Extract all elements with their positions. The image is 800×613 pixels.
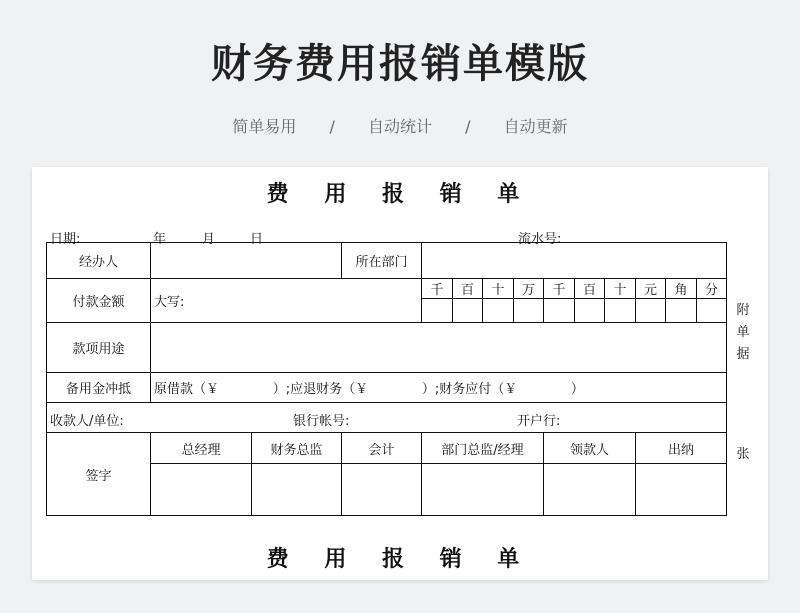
sign-label: 签字	[47, 433, 151, 516]
signature-cfo[interactable]	[252, 464, 342, 516]
department-field[interactable]	[422, 243, 727, 279]
signature-dept-head[interactable]	[422, 464, 544, 516]
offset-label: 备用金冲抵	[47, 373, 151, 403]
amount-words-field[interactable]	[151, 279, 422, 323]
month-label: 月	[202, 232, 216, 247]
amount-label: 付款金额	[47, 279, 151, 323]
signer-cashier-label: 出纳	[636, 433, 727, 464]
digit-cell[interactable]	[575, 299, 605, 323]
signer-dept-head-label: 部门总监/经理	[422, 433, 544, 464]
signature-gm[interactable]	[151, 464, 252, 516]
unit-bai-wan: 百	[453, 279, 483, 299]
signature-accountant[interactable]	[342, 464, 422, 516]
unit-shi: 十	[605, 279, 636, 299]
date-label: 日期:	[50, 232, 81, 247]
tag-separator: /	[329, 117, 335, 136]
handler-field[interactable]	[151, 243, 342, 279]
tag-separator: /	[465, 117, 471, 136]
digit-cell[interactable]	[636, 299, 666, 323]
signer-accountant-label: 会计	[342, 433, 422, 464]
digit-cell[interactable]	[422, 299, 453, 323]
amount-words-label: 大写:	[154, 295, 185, 310]
unit-qian-wan: 千	[422, 279, 453, 299]
year-label: 年	[153, 232, 167, 247]
day-label: 日	[250, 232, 264, 247]
tag-auto-update: 自动更新	[503, 117, 568, 136]
unit-fen: 分	[697, 279, 727, 299]
sheets-label: 张	[736, 447, 750, 462]
department-label: 所在部门	[342, 243, 422, 279]
bank-account-label: 银行帐号:	[293, 414, 350, 429]
tag-easy: 简单易用	[232, 117, 297, 136]
signature-recipient[interactable]	[544, 464, 636, 516]
footer-title: 费 用 报 销 单	[266, 546, 534, 572]
form-title: 费 用 报 销 单	[266, 181, 534, 207]
digit-cell[interactable]	[483, 299, 514, 323]
unit-yuan: 元	[636, 279, 666, 299]
payee-row	[47, 403, 727, 433]
page-title: 财务费用报销单模版	[211, 41, 589, 87]
purpose-field[interactable]	[151, 323, 727, 373]
feature-tags	[0, 114, 800, 137]
reimbursement-table	[46, 242, 727, 516]
unit-jiao: 角	[666, 279, 697, 299]
signer-gm-label: 总经理	[151, 433, 252, 464]
digit-cell[interactable]	[544, 299, 575, 323]
offset-field[interactable]: 原借款（￥ ）;应退财务（￥ ）;财务应付（￥ ）	[151, 373, 727, 403]
unit-qian: 千	[544, 279, 575, 299]
digit-cell[interactable]	[666, 299, 697, 323]
unit-shi-wan: 十	[483, 279, 514, 299]
bank-label: 开户行:	[517, 414, 561, 429]
payee-label: 收款人/单位:	[50, 414, 124, 429]
reimbursement-sheet	[32, 167, 768, 580]
signature-cashier[interactable]	[636, 464, 727, 516]
tag-auto-stat: 自动统计	[367, 117, 432, 136]
signer-cfo-label: 财务总监	[252, 433, 342, 464]
digit-cell[interactable]	[605, 299, 636, 323]
handler-label: 经办人	[47, 243, 151, 279]
purpose-label: 款项用途	[47, 323, 151, 373]
serial-number-label: 流水号:	[518, 232, 562, 247]
unit-wan: 万	[514, 279, 544, 299]
digit-cell[interactable]	[514, 299, 544, 323]
unit-bai: 百	[575, 279, 605, 299]
digit-cell[interactable]	[453, 299, 483, 323]
digit-cell[interactable]	[697, 299, 727, 323]
attachment-label: 附 单 据	[736, 303, 750, 362]
signer-recipient-label: 领款人	[544, 433, 636, 464]
